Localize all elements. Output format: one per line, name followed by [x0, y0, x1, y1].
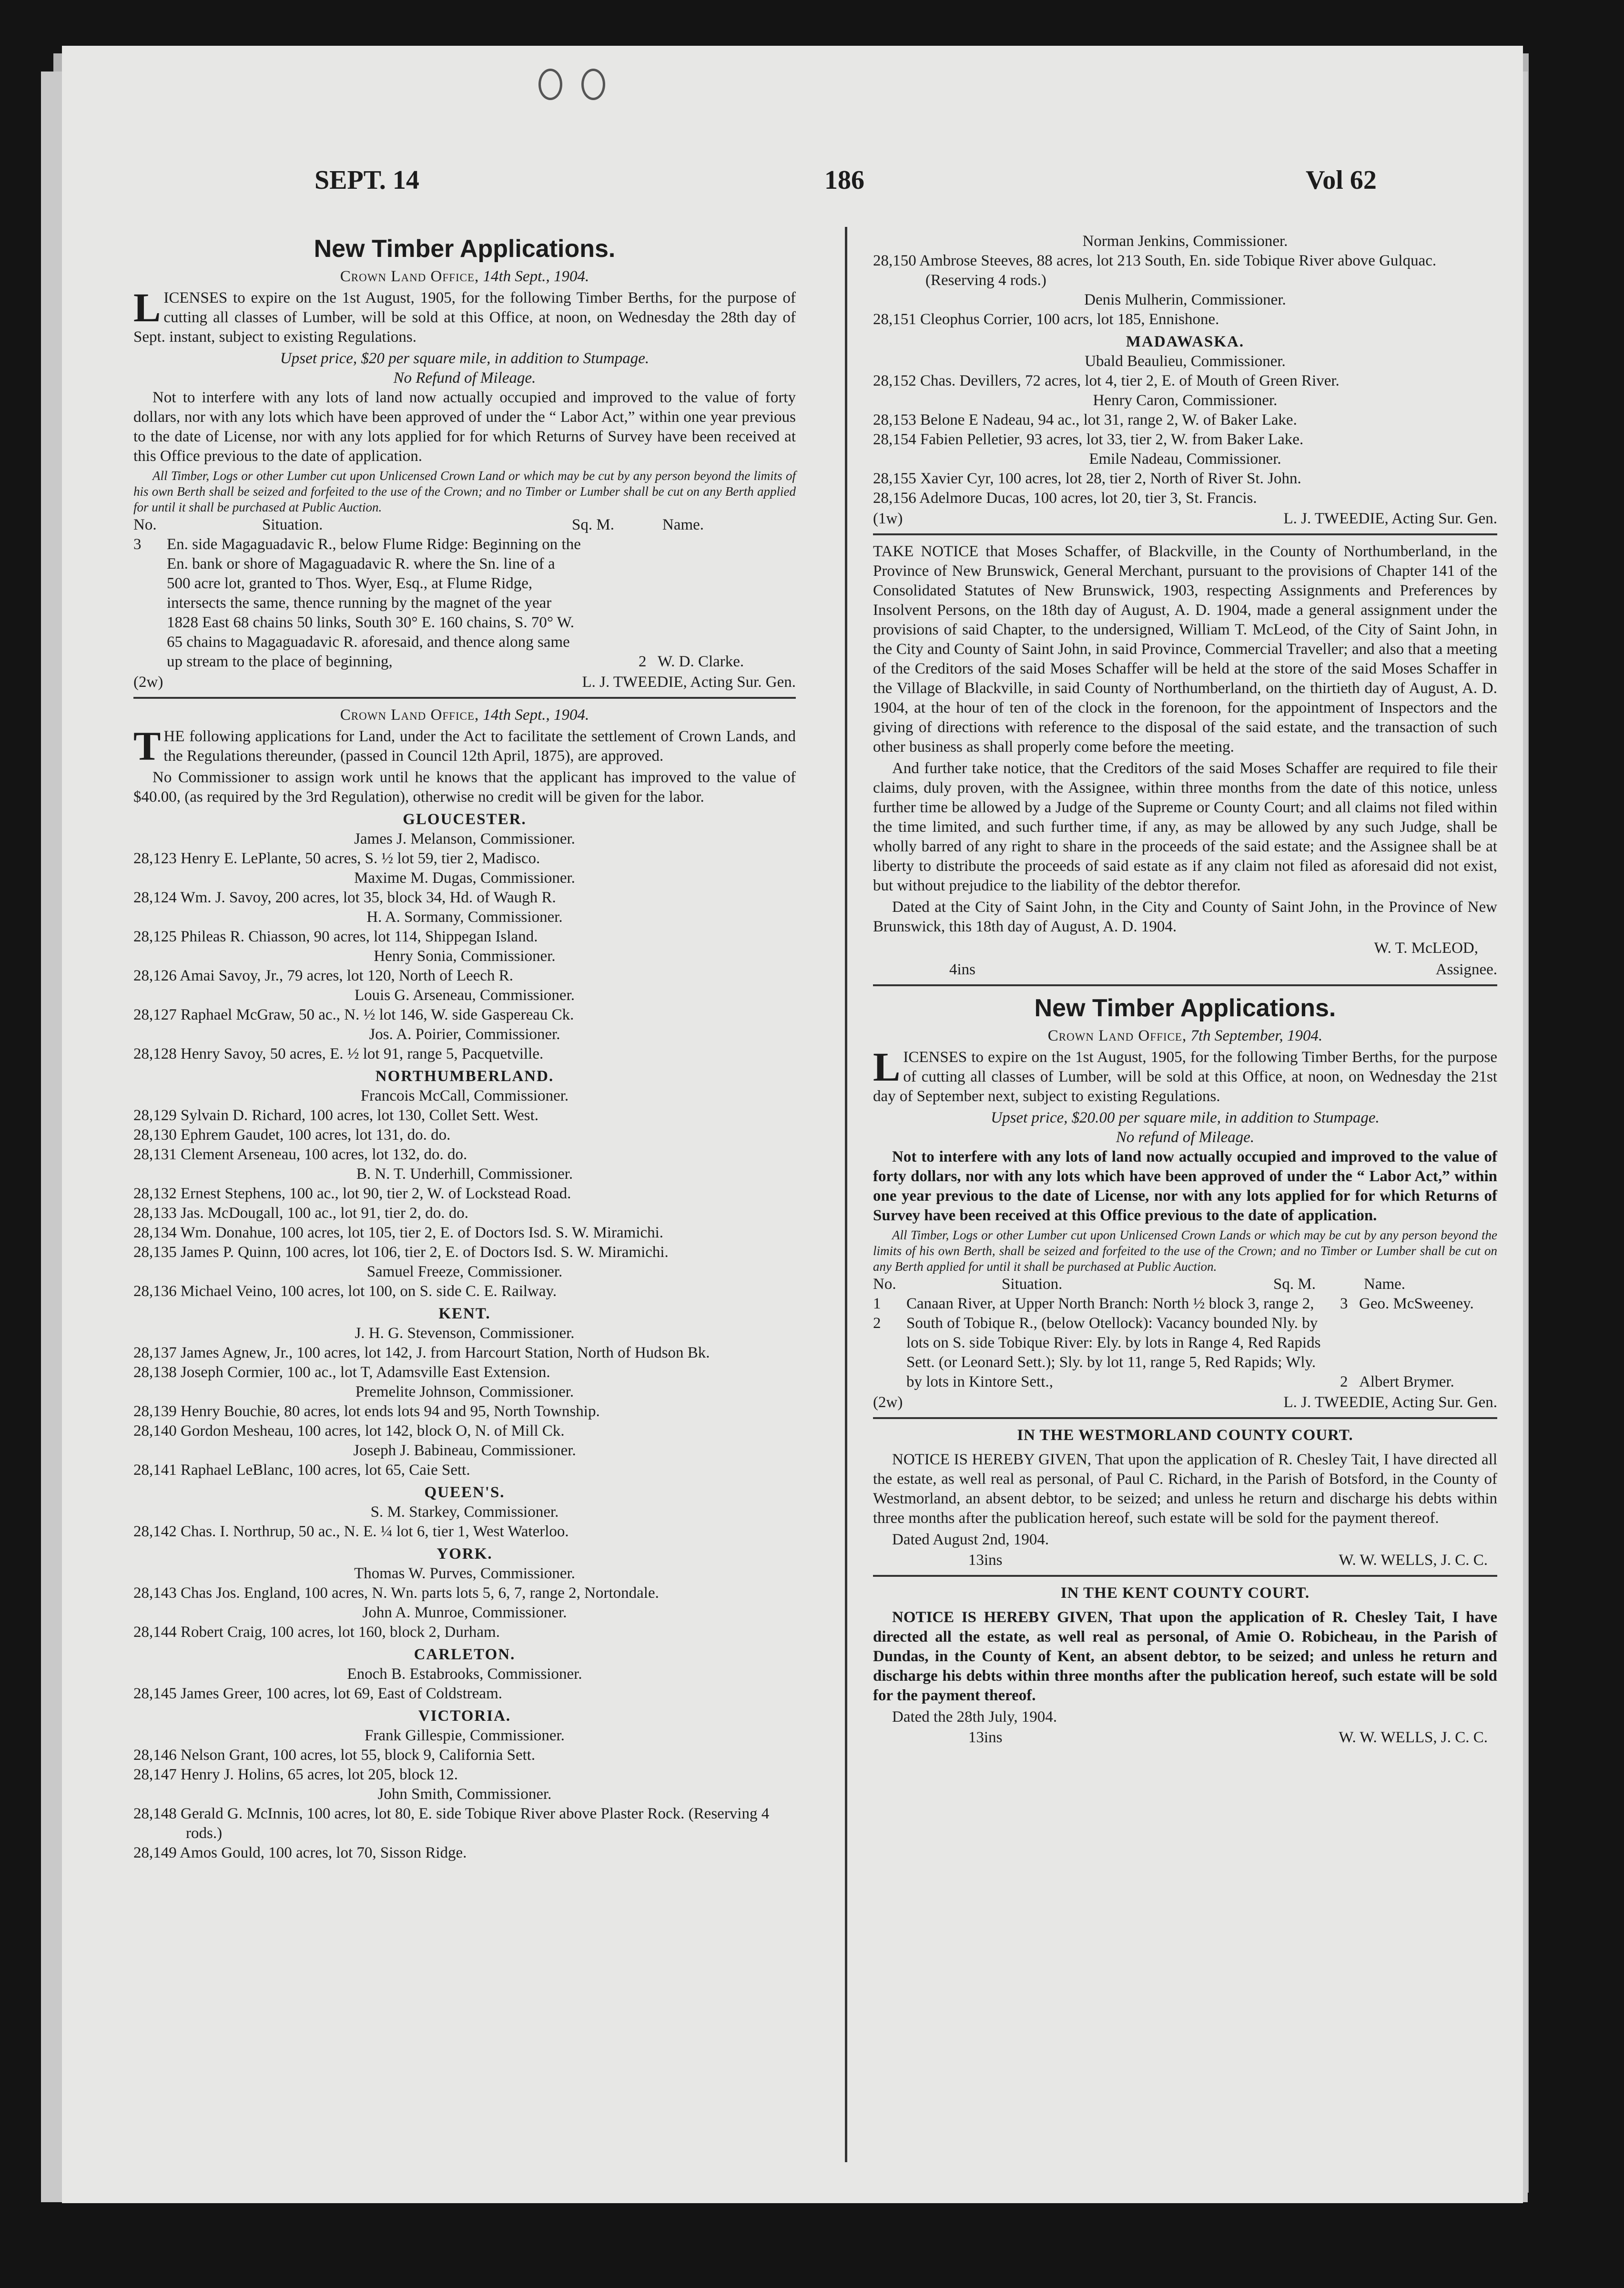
- section-title: New Timber Applications.: [314, 235, 616, 263]
- list-item: 28,143 Chas Jos. England, 100 acres, N. Wn. parts lots 5, 6, 7, range 2, Nortondale.: [133, 1584, 659, 1602]
- list-item: 28,154 Fabien Pelletier, 93 acres, lot 33, tier 2, W. from Baker Lake.: [873, 431, 1304, 448]
- signer-role: Assignee.: [1435, 961, 1497, 978]
- list-item: 28,150 Ambrose Steeves, 88 acres, lot 213 South, En. side Tobique River above Gulquac. (Reserving 4 rods.): [873, 252, 1437, 289]
- court-title: IN THE WESTMORLAND COUNTY COURT.: [1017, 1427, 1353, 1444]
- commissioner-line: J. H. G. Stevenson, Commissioner.: [355, 1325, 575, 1342]
- col-header-name: Name.: [662, 516, 704, 533]
- list-item: 28,123 Henry E. LePlante, 50 acres, S. ½ lot 59, tier 2, Madisco.: [133, 850, 540, 867]
- signature-line: [873, 1728, 1497, 1747]
- body-paragraph: No Commissioner to assign work until he knows that the applicant has improved to the value of $40.00, (as required by the 3rd Regulation), otherwise no credit will be given for the labor.: [133, 769, 796, 806]
- insertion-code: 13ins: [968, 1729, 1003, 1746]
- signature-line: [873, 509, 1497, 529]
- commissioner-line: Thomas W. Purves, Commissioner.: [354, 1565, 575, 1582]
- upset-price: Upset price, $20.00 per square mile, in addition to Stumpage.: [991, 1109, 1380, 1126]
- commissioner-line: Ubald Beaulieu, Commissioner.: [1085, 353, 1286, 370]
- col-header-no: No.: [873, 1276, 896, 1293]
- list-item: 28,134 Wm. Donahue, 100 acres, lot 105, tier 2, E. of Doctors Isd. S. W. Miramichi.: [133, 1224, 664, 1241]
- court-notice: NOTICE IS HEREBY GIVEN, That upon the application of R. Chesley Tait, I have directed all the estate, as well real as personal, of Amie O. Robicheau, in the Parish of Dundas, in the County of Kent, an absent debtor, to be seized; and unless he return and discharge his debts within three months after the publication hereof, such estate will be sold for the payment thereof.: [873, 1609, 1497, 1704]
- commissioner-line: Premelite Johnson, Commissioner.: [355, 1383, 574, 1400]
- entry-no: 2: [873, 1315, 881, 1332]
- notice-paragraph: And further take notice, that the Creditors of the said Moses Schaffer are required to file their claims, duly proven, with the Assignee, within three months from the date of this notice, unless further time be allowed by a Judge of the Supreme or County Court; and all claims not filed within the time limited, and such further time, if any, as may be allowed by any such Judge, shall be wholly barred of any right to share in the proceeds of the said estate; and the Assignee shall be at liberty to distribute the proceeds of said estate as if any claim not filed as aforesaid did not exist, but without prejudice to the liability of the debtor therefor.: [873, 760, 1497, 894]
- timber-note: All Timber, Logs or other Lumber cut upon Unlicensed Crown Lands or which may be cut by any person beyond the limits of his own Berth, shall be seized and forfeited to the use of the Crown; and no Timber or Lumber shall be cut on any Berth applied for until it shall be purchased at Public Auction.: [873, 1228, 1497, 1274]
- list-item: 28,152 Chas. Devillers, 72 acres, lot 4, tier 2, E. of Mouth of Green River.: [873, 372, 1340, 389]
- col-header-no: No.: [133, 516, 157, 533]
- list-item: 28,125 Phileas R. Chiasson, 90 acres, lot 114, Shippegan Island.: [133, 928, 538, 945]
- office-name: Crown Land Office,: [340, 268, 479, 285]
- table-row: [873, 1314, 1497, 1392]
- list-item: 28,141 Raphael LeBlanc, 100 acres, lot 65, Caie Sett.: [133, 1461, 470, 1479]
- signature: L. J. TWEEDIE, Acting Sur. Gen.: [1283, 1394, 1497, 1411]
- entry-sqm: 3: [1340, 1295, 1348, 1312]
- applications-list-continued: [873, 232, 1497, 508]
- no-refund: No refund of Mileage.: [1116, 1129, 1255, 1146]
- entry-name: W. D. Clarke.: [658, 653, 744, 670]
- insertion-code: 4ins: [949, 961, 976, 978]
- commissioner-line: Henry Sonia, Commissioner.: [374, 948, 556, 965]
- list-item: 28,124 Wm. J. Savoy, 200 acres, lot 35, block 34, Hd. of Waugh R.: [133, 889, 556, 906]
- commissioner-line: Denis Mulherin, Commissioner.: [1084, 291, 1286, 308]
- notice-paragraph: Dated at the City of Saint John, in the City and County of Saint John, in the Province of New Brunswick, this 18th day of August, A. D. 1904.: [873, 899, 1497, 935]
- list-item: 28,129 Sylvain D. Richard, 100 acres, lot 130, Collet Sett. West.: [133, 1107, 539, 1124]
- list-item: 28,156 Adelmore Ducas, 100 acres, lot 20, tier 3, St. Francis.: [873, 490, 1257, 507]
- commissioner-line: Francois McCall, Commissioner.: [360, 1087, 569, 1104]
- entry-situation: Canaan River, at Upper North Branch: North ½ block 3, range 2,: [906, 1295, 1314, 1312]
- col-header-sqm: Sq. M.: [572, 516, 614, 533]
- signature-line: [873, 1551, 1497, 1570]
- office-name: Crown Land Office,: [1047, 1027, 1187, 1044]
- list-item: 28,126 Amai Savoy, Jr., 79 acres, lot 120, North of Leech R.: [133, 967, 514, 984]
- lead-paragraph: LICENSES to expire on the 1st August, 1905, for the following Timber Berths, for the purpose of cutting all classes of Lumber, will be sold at this Office, at noon, on Wednesday the 28th day of Sept. instant, subject to existing Regulations.: [133, 285, 796, 346]
- entry-no: 3: [133, 536, 142, 553]
- list-item: 28,146 Nelson Grant, 100 acres, lot 55, block 9, California Sett.: [133, 1747, 536, 1764]
- right-column: [873, 232, 1497, 1749]
- list-item: 28,155 Xavier Cyr, 100 acres, lot 28, tier 2, North of River St. John.: [873, 470, 1301, 487]
- insertion-code: (2w): [133, 674, 163, 691]
- list-item: 28,135 James P. Quinn, 100 acres, lot 106, tier 2, E. of Doctors Isd. S. W. Miramichi.: [133, 1244, 669, 1261]
- gazette-page: [62, 46, 1523, 2203]
- list-item: 28,130 Ephrem Gaudet, 100 acres, lot 131, do. do.: [133, 1126, 451, 1144]
- dateline: [133, 705, 796, 725]
- list-item: 28,138 Joseph Cormier, 100 ac., lot T, Adamsville East Extension.: [133, 1364, 550, 1381]
- commissioner-line: Emile Nadeau, Commissioner.: [1089, 450, 1281, 468]
- list-item: 28,128 Henry Savoy, 50 acres, E. ½ lot 91, range 5, Pacquetville.: [133, 1045, 544, 1062]
- signature-line: [133, 673, 796, 692]
- signature: L. J. TWEEDIE, Acting Sur. Gen.: [582, 674, 796, 691]
- list-item: 28,147 Henry J. Holins, 65 acres, lot 205, block 12.: [133, 1766, 458, 1783]
- lead-paragraph: LICENSES to expire on the 1st August, 1905, for the following Timber Berths, for the purpose of cutting all classes of Lumber, will be sold at this Office, at noon, on Wednesday the 21st day of September next, subject to existing Regulations.: [873, 1044, 1497, 1105]
- commissioner-line: Louis G. Arseneau, Commissioner.: [355, 987, 575, 1004]
- header-date: SEPT. 14: [315, 165, 419, 195]
- section-rule: [873, 533, 1497, 535]
- county-heading: QUEEN'S.: [424, 1484, 505, 1501]
- list-item: 28,132 Ernest Stephens, 100 ac., lot 90, tier 2, W. of Lockstead Road.: [133, 1185, 571, 1202]
- commissioner-line: Norman Jenkins, Commissioner.: [1082, 233, 1288, 250]
- county-heading: KENT.: [438, 1305, 491, 1322]
- county-heading: MADAWASKA.: [1126, 333, 1245, 350]
- col-header-situation: Situation.: [262, 516, 323, 533]
- page-number: 186: [824, 165, 864, 195]
- office-name: Crown Land Office,: [340, 706, 479, 724]
- date: 14th Sept., 1904.: [483, 706, 589, 724]
- binding-hole: [581, 69, 605, 100]
- county-heading: CARLETON.: [414, 1646, 516, 1663]
- commissioner-line: Enoch B. Estabrooks, Commissioner.: [347, 1665, 582, 1683]
- court-notice: NOTICE IS HEREBY GIVEN, That upon the application of R. Chesley Tait, I have directed all the estate, as well real as personal, of Paul C. Richard, in the Parish of Botsford, in the County of Westmorland, an absent debtor, to be seized; and unless he return and discharge his debts within three months after the publication hereof, such estate will be sold for the payment thereof.: [873, 1451, 1497, 1527]
- binding-hole: [538, 69, 562, 100]
- entry-situation: South of Tobique R., (below Otellock): Vacancy bounded Nly. by lots on S. side Tobique River: Ely. by lots in Range 4, Red Rapids Sett. (or Leonard Sett.); Sly. by lot 11, range 5, Red Rapids; Wly. by lots in Kintore Sett.,: [906, 1315, 1321, 1390]
- list-item: 28,127 Raphael McGraw, 50 ac., N. ½ lot 146, W. side Gaspereau Ck.: [133, 1006, 574, 1023]
- lead-paragraph: THE following applications for Land, under the Act to facilitate the settlement of Crown Lands, and the Regulations thereunder, (passed in Council 12th April, 1875), are approved.: [133, 723, 796, 769]
- county-heading: YORK.: [436, 1545, 493, 1563]
- list-item: 28,148 Gerald G. McInnis, 100 acres, lot 80, E. side Tobique River above Plaster Rock. (Reserving 4 rods.): [133, 1805, 770, 1842]
- col-header-name: Name.: [1364, 1276, 1406, 1293]
- list-item: 28,137 James Agnew, Jr., 100 acres, lot 142, J. from Harcourt Station, North of Hudson Bk.: [133, 1344, 710, 1361]
- court-dated: Dated the 28th July, 1904.: [892, 1708, 1057, 1726]
- section-rule: [873, 1417, 1497, 1419]
- table-header: [873, 1275, 1497, 1294]
- table-header: [133, 515, 796, 535]
- commissioner-line: John A. Munroe, Commissioner.: [362, 1604, 567, 1621]
- section-rule: [873, 1575, 1497, 1577]
- signer: W. T. McLEOD,: [1374, 940, 1478, 957]
- table-row: [133, 535, 796, 672]
- entry-name: Geo. McSweeney.: [1359, 1295, 1474, 1312]
- volume-label: Vol 62: [1306, 165, 1377, 195]
- list-item: 28,145 James Greer, 100 acres, lot 69, East of Coldstream.: [133, 1685, 502, 1702]
- left-column: [133, 232, 796, 1863]
- column-divider: [845, 227, 847, 2162]
- body-paragraph: Not to interfere with any lots of land now actually occupied and improved to the value of forty dollars, nor with any lots which have been approved of under the “ Labor Act,” within one year previous to the date of License, nor with any lots applied for for which Returns of Survey have been received at this Office previous to the date of application.: [133, 389, 796, 465]
- section-rule: [133, 697, 796, 699]
- section-title: New Timber Applications.: [1034, 994, 1336, 1022]
- col-header-sqm: Sq. M.: [1273, 1276, 1316, 1293]
- no-refund: No Refund of Mileage.: [393, 369, 536, 387]
- insertion-code: (1w): [873, 510, 903, 527]
- commissioner-line: Joseph J. Babineau, Commissioner.: [353, 1442, 576, 1459]
- commissioner-line: James J. Melanson, Commissioner.: [354, 830, 575, 848]
- timber-note: All Timber, Logs or other Lumber cut upon Unlicensed Crown Land or which may be cut by any person beyond the limits of his own Berth shall be seized and forfeited to the use of the Crown; and no Timber or Lumber shall be cut on any Berth applied for until it shall be purchased at Public Auction.: [133, 469, 796, 514]
- county-heading: NORTHUMBERLAND.: [375, 1068, 554, 1085]
- commissioner-line: B. N. T. Underhill, Commissioner.: [356, 1165, 573, 1183]
- entry-situation: En. side Magaguadavic R., below Flume Ridge: Beginning on the En. bank or shore of Magaguadavic R. where the Sn. line of a 500 acre lot, granted to Thos. Wyer, Esq., at Flume Ridge, intersects the same, thence running by the magnet of the year 1828 East 68 chains 50 links, South 30° E. 160 chains, S. 70° W. 65 chains to Magaguadavic R. aforesaid, and thence along same up stream to the place of beginning,: [167, 536, 581, 670]
- dateline: [133, 267, 796, 286]
- table-row: [873, 1294, 1497, 1314]
- list-item: 28,136 Michael Veino, 100 acres, lot 100, on S. side C. E. Railway.: [133, 1283, 557, 1300]
- signature-line: [873, 939, 1497, 958]
- commissioner-line: Maxime M. Dugas, Commissioner.: [354, 869, 575, 887]
- commissioner-line: Jos. A. Poirier, Commissioner.: [369, 1026, 560, 1043]
- signature: L. J. TWEEDIE, Acting Sur. Gen.: [1283, 510, 1497, 527]
- commissioner-line: John Smith, Commissioner.: [377, 1786, 552, 1803]
- insertion-code: 13ins: [968, 1552, 1003, 1569]
- list-item: 28,131 Clement Arseneau, 100 acres, lot 132, do. do.: [133, 1146, 467, 1163]
- entry-no: 1: [873, 1295, 881, 1312]
- signature-line: [873, 960, 1497, 980]
- list-item: 28,142 Chas. I. Northrup, 50 ac., N. E. ¼ lot 6, tier 1, West Waterloo.: [133, 1523, 569, 1540]
- commissioner-line: H. A. Sormany, Commissioner.: [366, 909, 563, 926]
- court-title: IN THE KENT COUNTY COURT.: [1060, 1584, 1310, 1602]
- commissioner-line: Henry Caron, Commissioner.: [1093, 392, 1278, 409]
- list-item: 28,139 Henry Bouchie, 80 acres, lot ends lots 94 and 95, North Township.: [133, 1403, 600, 1420]
- county-heading: VICTORIA.: [418, 1707, 511, 1725]
- dateline: [873, 1026, 1497, 1046]
- upset-price: Upset price, $20 per square mile, in addition to Stumpage.: [280, 350, 650, 367]
- date: 7th September, 1904.: [1190, 1027, 1323, 1044]
- section-rule: [873, 984, 1497, 986]
- body-paragraph: Not to interfere with any lots of land now actually occupied and improved to the value of forty dollars, nor with any lots which have been approved of under the “ Labor Act,” within one year previous to the date of License, nor with any lots applied for for which Returns of Survey have been received at this Office previous to the date of application.: [873, 1148, 1497, 1224]
- insertion-code: (2w): [873, 1394, 903, 1411]
- date: 14th Sept., 1904.: [483, 268, 589, 285]
- court-dated: Dated August 2nd, 1904.: [892, 1531, 1049, 1548]
- list-item: 28,140 Gordon Mesheau, 100 acres, lot 142, block O, N. of Mill Ck.: [133, 1422, 565, 1440]
- entry-name: Albert Brymer.: [1359, 1373, 1454, 1390]
- commissioner-line: Frank Gillespie, Commissioner.: [365, 1727, 565, 1744]
- commissioner-line: S. M. Starkey, Commissioner.: [370, 1503, 559, 1521]
- county-heading: GLOUCESTER.: [403, 811, 527, 828]
- signer: W. W. WELLS, J. C. C.: [1339, 1552, 1488, 1569]
- notice-paragraph: TAKE NOTICE that Moses Schaffer, of Blackville, in the County of Northumberland, in the Province of New Brunswick, General Merchant, pursuant to the provisions of Chapter 141 of the Consolidated Statutes of New Brunswick, 1903, respecting Assignments and Preferences by Insolvent Persons, on the 18th day of August, A. D. 1904, made a general assignment under the provisions of said Chapter, to the undersigned, William T. McLeod, of the City of Saint John, in the City and County of Saint John, in said Province, Commercial Traveller; and also that a meeting of the Creditors of the said Moses Schaffer will be held at the store of the said Moses Schaffer in the Village of Blackville, in said County of Northumberland, on the thirtieth day of August, A. D. 1904, at the hour of ten of the clock in the forenoon, for the appointment of Inspectors and the giving of directions with reference to the disposal of the said estate, and the transaction of such other business as shall properly come before the meeting.: [873, 543, 1497, 756]
- signer: W. W. WELLS, J. C. C.: [1339, 1729, 1488, 1746]
- list-item: 28,149 Amos Gould, 100 acres, lot 70, Sisson Ridge.: [133, 1844, 467, 1861]
- applications-list: [133, 810, 796, 1863]
- list-item: 28,133 Jas. McDougall, 100 ac., lot 91, tier 2, do. do.: [133, 1205, 468, 1222]
- entry-sqm: 2: [1340, 1373, 1348, 1390]
- entry-sqm: 2: [639, 653, 647, 670]
- list-item: 28,153 Belone E Nadeau, 94 ac., lot 31, range 2, W. of Baker Lake.: [873, 411, 1297, 429]
- commissioner-line: Samuel Freeze, Commissioner.: [366, 1263, 563, 1280]
- list-item: 28,151 Cleophus Corrier, 100 acrs, lot 185, Ennishone.: [873, 311, 1219, 328]
- list-item: 28,144 Robert Craig, 100 acres, lot 160, block 2, Durham.: [133, 1624, 500, 1641]
- signature-line: [873, 1393, 1497, 1412]
- col-header-situation: Situation.: [1002, 1276, 1063, 1293]
